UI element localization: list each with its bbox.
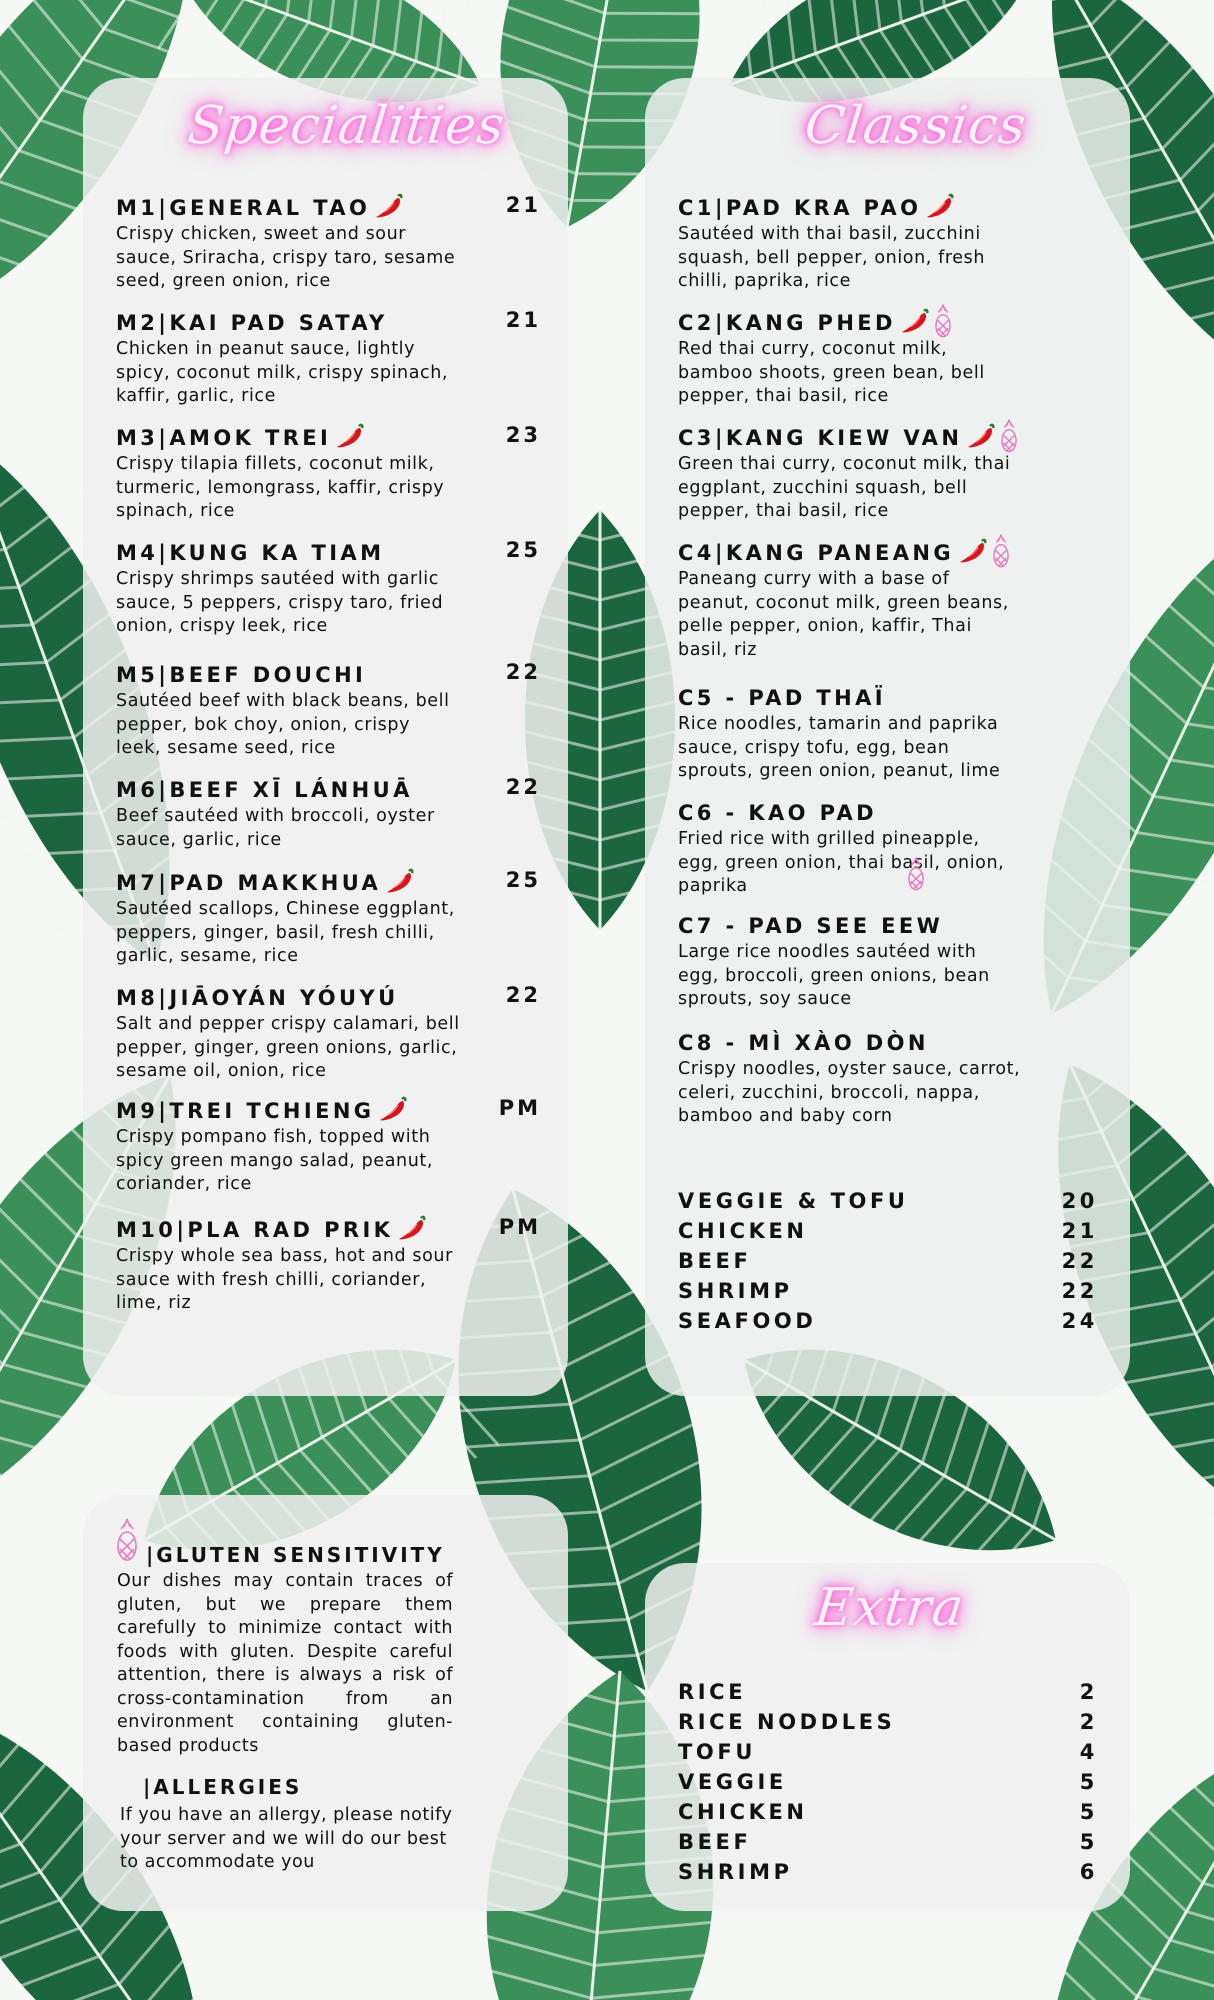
extra-title: Extra	[811, 1578, 968, 1638]
menu-item-description: Green thai curry, coconut milk, thai eggplant, zucchini squash, bell pepper, thai basil, rice	[678, 454, 1011, 521]
menu-item	[678, 798, 1103, 899]
menu-item-name: M1|GENERAL TAO	[116, 196, 371, 220]
menu-item	[116, 1096, 541, 1197]
menu-item-price: 25	[505, 868, 541, 892]
extra-option-label: VEGGIE	[678, 1770, 787, 1794]
menu-item-description: Salt and pepper crispy calamari, bell pepper, ginger, green onions, garlic, sesame oil, onion, rice	[116, 1014, 460, 1081]
extra-option-label: BEEF	[678, 1830, 752, 1854]
menu-item-description: Red thai curry, coconut milk, bamboo shoots, green bean, bell pepper, thai basil, rice	[678, 339, 985, 406]
chili-icon	[925, 192, 955, 224]
specialities-panel	[83, 78, 568, 1396]
menu-item-name: C6 - KAO PAD	[678, 801, 877, 825]
menu-item-name: M10|PLA RAD PRIK	[116, 1218, 394, 1242]
protein-option	[678, 1186, 1098, 1216]
menu-item-name: M3|AMOK TREI	[116, 426, 332, 450]
menu-item-description: Sautéed with thai basil, zucchini squash, bell pepper, onion, fresh chilli, paprika, rice	[678, 224, 986, 291]
protein-option	[678, 1246, 1098, 1276]
protein-option-price: 22	[1061, 1279, 1098, 1303]
extra-option-price: 5	[1079, 1800, 1098, 1824]
menu-item-description: Crispy whole sea bass, hot and sour sauce with fresh chilli, coriander, lime, riz	[116, 1246, 453, 1313]
menu-item-description: Beef sautéed with broccoli, oyster sauce, garlic, rice	[116, 806, 435, 850]
protein-option-price: 24	[1061, 1309, 1098, 1333]
menu-item-name: C5 - PAD THAÏ	[678, 686, 886, 710]
menu-item	[116, 1215, 541, 1316]
extra-option	[678, 1857, 1098, 1887]
menu-item-description: Fried rice with grilled pineapple, egg, green onion, thai basil, onion, paprika	[678, 829, 1005, 896]
menu-item-name: M2|KAI PAD SATAY	[116, 311, 388, 335]
extra-option-label: TOFU	[678, 1740, 756, 1764]
allergies-title: |ALLERGIES	[143, 1775, 303, 1799]
extra-option-label: RICE NODDLES	[678, 1710, 896, 1734]
extra-option-price: 2	[1079, 1680, 1098, 1704]
menu-item-name: M4|KUNG KA TIAM	[116, 541, 385, 565]
pineapple-icon	[1000, 418, 1018, 458]
pineapple-icon	[907, 856, 925, 896]
menu-item-name: C1|PAD KRA PAO	[678, 196, 922, 220]
menu-item-description: Crispy pompano fish, topped with spicy green mango salad, peanut, coriander, rice	[116, 1127, 434, 1194]
menu-item	[116, 308, 541, 409]
menu-item-description: Crispy shrimps sautéed with garlic sauce, 5 peppers, crispy taro, fried onion, crispy leek, rice	[116, 569, 444, 636]
pineapple-icon	[116, 1517, 138, 1567]
menu-item	[116, 983, 541, 1084]
protein-option-price: 20	[1061, 1189, 1098, 1213]
menu-item-name: C8 - MÌ XÀO DÒN	[678, 1031, 929, 1055]
menu-item-description: Large rice noodles sautéed with egg, broccoli, green onions, bean sprouts, soy sauce	[678, 942, 990, 1009]
extra-option	[678, 1707, 1098, 1737]
pineapple-icon	[934, 303, 952, 343]
menu-item-name: M8|JIĀOYÁN YÓUYÚ	[116, 986, 399, 1010]
menu-item	[678, 1028, 1103, 1129]
extra-option-price: 2	[1079, 1710, 1098, 1734]
extra-price-list	[678, 1677, 1098, 1887]
menu-item-description: Crispy tilapia fillets, coconut milk, turmeric, lemongrass, kaffir, crispy spinach, rice	[116, 454, 445, 521]
menu-item-price: 21	[505, 193, 541, 217]
chili-icon	[397, 1214, 427, 1246]
chili-icon	[374, 192, 404, 224]
menu-item	[116, 193, 541, 294]
extra-option-price: 6	[1079, 1860, 1098, 1884]
menu-item	[116, 538, 541, 639]
menu-item	[678, 911, 1103, 1012]
gluten-sensitivity-title: |GLUTEN SENSITIVITY	[146, 1543, 445, 1567]
protein-option	[678, 1276, 1098, 1306]
menu-item	[678, 538, 1103, 662]
extra-option-price: 5	[1079, 1830, 1098, 1854]
chili-icon	[966, 422, 996, 454]
extra-option	[678, 1737, 1098, 1767]
protein-option	[678, 1216, 1098, 1246]
protein-option-label: BEEF	[678, 1249, 752, 1273]
menu-item-name: C4|KANG PANEANG	[678, 541, 955, 565]
menu-item-description: Rice noodles, tamarin and paprika sauce, crispy tofu, egg, bean sprouts, green onion, peanut, lime	[678, 714, 1001, 781]
chili-icon	[900, 307, 930, 339]
protein-price-list	[678, 1186, 1098, 1336]
protein-option-label: SHRIMP	[678, 1279, 793, 1303]
menu-item-name: M7|PAD MAKKHUA	[116, 871, 382, 895]
menu-item	[678, 683, 1103, 784]
menu-item-price: 25	[505, 538, 541, 562]
allergen-notes-panel	[83, 1495, 568, 1911]
menu-item-name: M9|TREI TCHIENG	[116, 1099, 375, 1123]
menu-item-description: Crispy noodles, oyster sauce, carrot, celeri, zucchini, broccoli, nappa, bamboo and baby corn	[678, 1059, 1021, 1126]
menu-item-name: C7 - PAD SEE EEW	[678, 914, 944, 938]
menu-item	[678, 193, 1103, 294]
menu-item	[116, 775, 541, 852]
pineapple-icon	[992, 533, 1010, 573]
extra-option-label: SHRIMP	[678, 1860, 793, 1884]
menu-item	[116, 423, 541, 524]
classics-panel	[645, 78, 1130, 1396]
menu-item	[116, 660, 541, 761]
chili-icon	[378, 1095, 408, 1127]
menu-item-price: 22	[505, 775, 541, 799]
menu-item-price: 21	[505, 308, 541, 332]
menu-item-description: Chicken in peanut sauce, lightly spicy, coconut milk, crispy spinach, kaffir, garlic, rice	[116, 339, 449, 406]
menu-item-price: PM	[498, 1096, 541, 1120]
chili-icon	[335, 422, 365, 454]
extra-option	[678, 1827, 1098, 1857]
protein-option-price: 21	[1061, 1219, 1098, 1243]
menu-item	[678, 308, 1103, 409]
menu-item-name: M5|BEEF DOUCHI	[116, 663, 367, 687]
protein-option	[678, 1306, 1098, 1336]
extra-option-price: 4	[1079, 1740, 1098, 1764]
menu-item	[116, 868, 541, 969]
menu-item-name: C2|KANG PHED	[678, 311, 896, 335]
menu-item-price: 23	[505, 423, 541, 447]
extra-option-label: RICE	[678, 1680, 747, 1704]
protein-option-label: VEGGIE & TOFU	[678, 1189, 909, 1213]
specialities-title: Specialities	[184, 96, 508, 156]
extra-option	[678, 1797, 1098, 1827]
classics-title: Classics	[801, 96, 1030, 156]
gluten-sensitivity-text: Our dishes may contain traces of gluten, but we prepare them carefully to minimize contact with foods with gluten. Despite careful attention, there is always a risk of cross-contamination from an environment containing gluten-based products	[117, 1571, 453, 1756]
menu-item-name: C3|KANG KIEW VAN	[678, 426, 963, 450]
menu-item-price: 22	[505, 983, 541, 1007]
protein-option-price: 22	[1061, 1249, 1098, 1273]
chili-icon	[385, 867, 415, 899]
protein-option-label: SEAFOOD	[678, 1309, 817, 1333]
chili-icon	[958, 537, 988, 569]
extra-option	[678, 1677, 1098, 1707]
menu-item-description: Crispy chicken, sweet and sour sauce, Sriracha, crispy taro, sesame seed, green onion, rice	[116, 224, 456, 291]
protein-option-label: CHICKEN	[678, 1219, 808, 1243]
menu-item-description: Sautéed beef with black beans, bell pepper, bok choy, onion, crispy leek, sesame seed, rice	[116, 691, 450, 758]
extra-option	[678, 1767, 1098, 1797]
extra-option-label: CHICKEN	[678, 1800, 808, 1824]
allergies-text: If you have an allergy, please notify your server and we will do our best to accommodate you	[120, 1805, 453, 1872]
menu-item-description: Paneang curry with a base of peanut, coconut milk, green beans, pelle pepper, onion, kaffir, Thai basil, riz	[678, 569, 1009, 660]
extra-option-price: 5	[1079, 1770, 1098, 1794]
menu-item-description: Sautéed scallops, Chinese eggplant, peppers, ginger, basil, fresh chilli, garlic, sesame, rice	[116, 899, 455, 966]
menu-item	[678, 423, 1103, 524]
extra-panel	[645, 1563, 1130, 1911]
menu-item-price: 22	[505, 660, 541, 684]
menu-item-price: PM	[498, 1215, 541, 1239]
menu-item-name: M6|BEEF XĪ LÁNHUĀ	[116, 778, 413, 802]
